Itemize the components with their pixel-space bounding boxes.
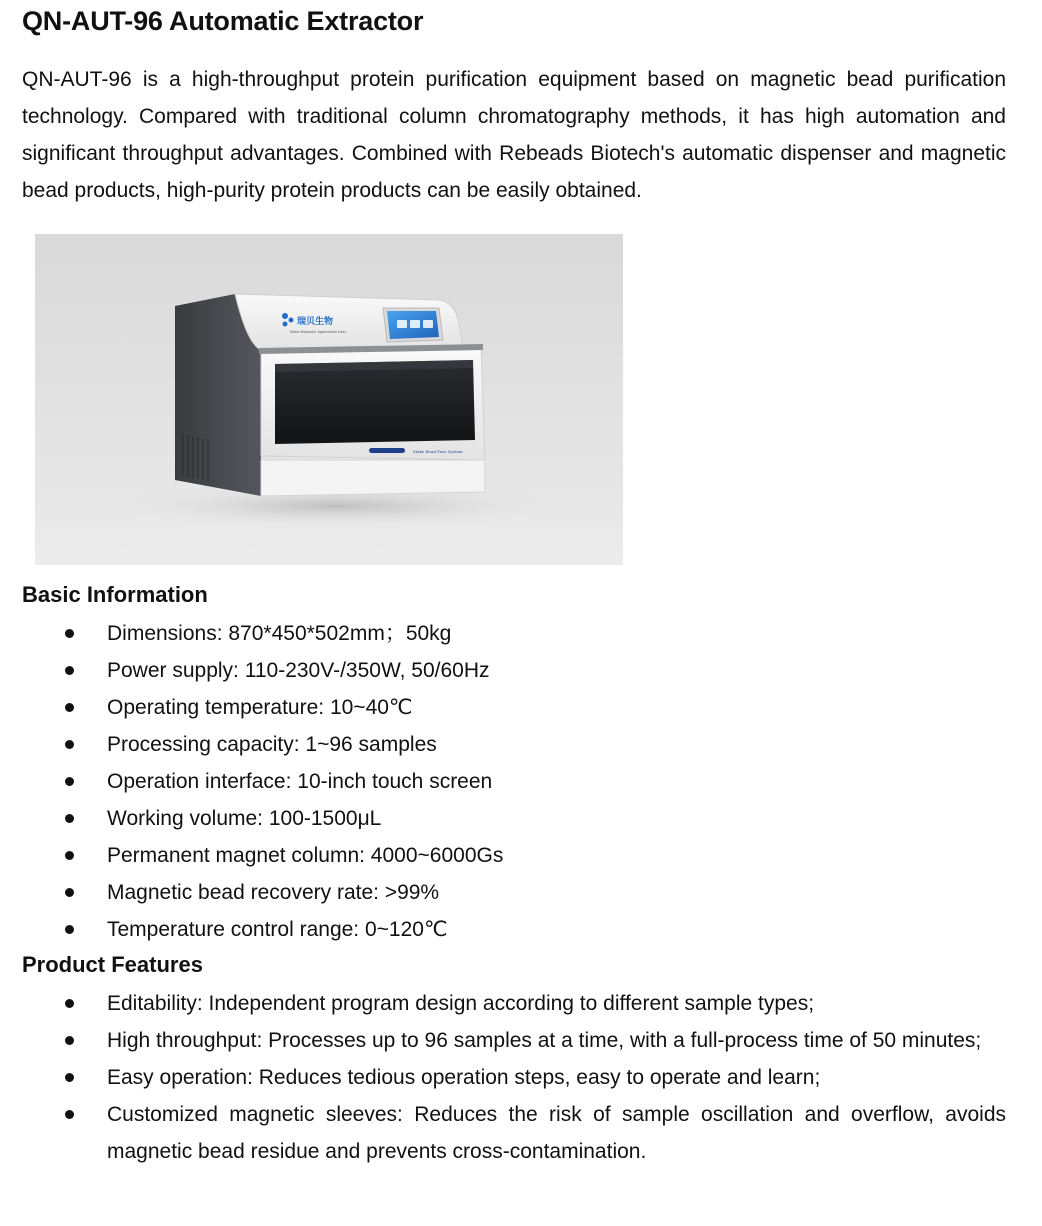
- list-item: [22, 1059, 1006, 1096]
- bullet-icon: [65, 851, 74, 860]
- bullet-icon: [65, 740, 74, 749]
- page-title: QN-AUT-96 Automatic Extractor: [22, 6, 424, 36]
- bullet-icon: [65, 666, 74, 675]
- list-item: [22, 615, 1006, 652]
- bullet-icon: [65, 703, 74, 712]
- list-item: [22, 652, 1006, 689]
- list-item-text: Customized magnetic sleeves: Reduces the risk of sample oscillation and overflow, avoids magnetic bead residue and prevents cross-contamination.: [107, 1103, 1006, 1163]
- device-window: [275, 360, 475, 444]
- list-item-text: Operation interface: 10-inch touch screen: [107, 770, 493, 793]
- list-item-text: Temperature control range: 0~120℃: [107, 918, 448, 941]
- list-item: [22, 837, 1006, 874]
- list-item-text: Editability: Independent program design according to different sample types;: [107, 992, 815, 1015]
- bullet-icon: [65, 1036, 74, 1045]
- intro-paragraph: QN-AUT-96 is a high-throughput protein purification equipment based on magnetic bead purification technology. Compared with traditional column chromatography methods, it has high automation and significant throughput advantages. Combined with Rebeads Biotech's automatic dispenser and magnetic bead products, high-purity protein products can be easily obtained.: [22, 68, 1006, 202]
- list-item-text: Dimensions: 870*450*502mm；50kg: [107, 622, 452, 645]
- list-item: [22, 800, 1006, 837]
- basic-information-list: [22, 615, 1006, 948]
- list-item-text: Operating temperature: 10~40℃: [107, 696, 413, 719]
- bullet-icon: [65, 777, 74, 786]
- list-item: [22, 911, 1006, 948]
- bullet-icon: [65, 1073, 74, 1082]
- list-item: [22, 763, 1006, 800]
- list-item-text: Power supply: 110-230V-/350W, 50/60Hz: [107, 659, 490, 682]
- product-features-heading: Product Features: [22, 952, 203, 977]
- bullet-icon: [65, 888, 74, 897]
- list-item: [22, 985, 1006, 1022]
- product-features-list: [22, 985, 1006, 1170]
- list-item-text: Easy operation: Reduces tedious operation steps, easy to operate and learn;: [107, 1066, 821, 1089]
- front-badge: [369, 448, 405, 453]
- list-item: [22, 726, 1006, 763]
- bullet-icon: [65, 1110, 74, 1119]
- bullet-icon: [65, 629, 74, 638]
- logo-text: 瑞贝生物: [297, 317, 334, 327]
- bullet-icon: [65, 925, 74, 934]
- list-item: [22, 1022, 1006, 1059]
- list-item-text: Working volume: 100-1500μL: [107, 807, 382, 830]
- list-item-text: Processing capacity: 1~96 samples: [107, 733, 437, 756]
- front-label-text: Make Bead Pure System: [413, 449, 463, 454]
- list-item-text: Magnetic bead recovery rate: >99%: [107, 881, 440, 904]
- bullet-icon: [65, 999, 74, 1008]
- logo-subtext: Make Magnetic Application Easy: [290, 330, 347, 334]
- device-drawer: [261, 460, 485, 496]
- bullet-icon: [65, 814, 74, 823]
- list-item-text: Permanent magnet column: 4000~6000Gs: [107, 844, 504, 867]
- product-image: [35, 234, 623, 565]
- list-item-text: High throughput: Processes up to 96 samples at a time, with a full-process time of 50 minutes;: [107, 1029, 982, 1052]
- basic-information-heading: Basic Information: [22, 582, 208, 607]
- list-item: [22, 689, 1006, 726]
- list-item: [22, 874, 1006, 911]
- list-item: [22, 1096, 1006, 1170]
